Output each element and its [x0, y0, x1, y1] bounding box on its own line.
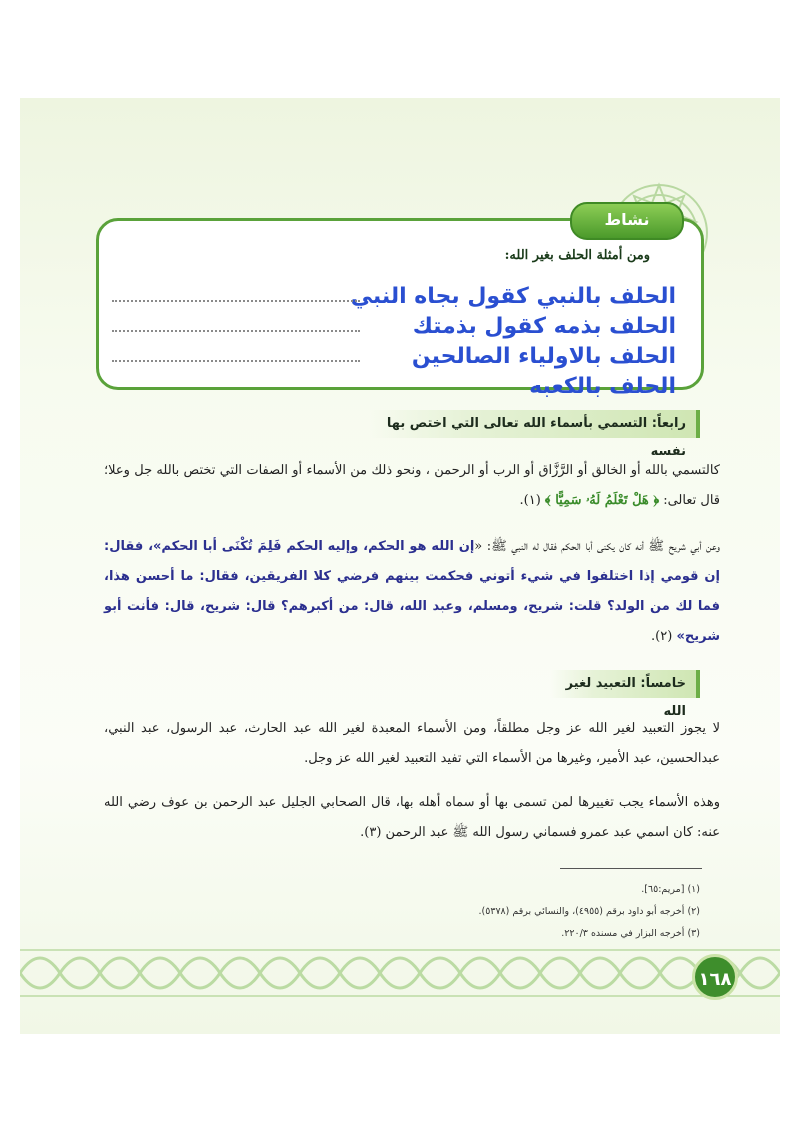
- answer-line-1[interactable]: الحلف بالنبي كقول بجاه النبي: [350, 284, 676, 309]
- section4-paragraph-1: [104, 456, 720, 516]
- section-heading-4: رابعاً: التسمي بأسماء الله تعالى التي اختص بها نفسه: [370, 410, 700, 438]
- section5-paragraph-1: لا يجوز التعبيد لغير الله عز وجل مطلقاً، ومن الأسماء المعبدة لغير الله عبد الحارث، عبد الرسول، عبد النبي، عبدالحسين، عبد الأمير، وغيرها من الأسماء التي تفيد التعبيد لغير الله عز وجل.: [104, 721, 720, 766]
- answer-line-4[interactable]: الحلف بالكعبه: [529, 374, 676, 399]
- activity-badge: نشاط: [570, 202, 684, 240]
- page-number: ١٦٨: [692, 954, 738, 1000]
- footnote-2: (٢) أخرجه أبو داود برقم (٤٩٥٥)، والنسائي برقم (٥٣٧٨).: [478, 906, 700, 917]
- dotted-line: [112, 330, 360, 332]
- footnote-ref: (٢).: [651, 629, 673, 644]
- answer-line-3[interactable]: الحلف بالاولياء الصالحين: [411, 344, 676, 369]
- section4-paragraph-2: [104, 532, 720, 652]
- dotted-line: [112, 360, 360, 362]
- activity-intro: ومن أمثلة الحلف بغير الله:: [504, 248, 650, 263]
- hadith-text: إن الله هو الحكم، وإليه الحكم فَلِمَ تُكْنَى أبا الحكم»، فقال: إن قومي إذا اختلفوا في شيء أتوني فحكمت بينهم فرضي كلا الفريقين، فقال: ما أحسن هذا، فما لك من الولد؟ قلت: شريح، ومسلم، وعبد الله، قال: من أكبرهم؟ قال: شريح، قال: فأنت أبو شريح»: [104, 539, 720, 644]
- answer-line-2[interactable]: الحلف بذمه كقول بذمتك: [412, 314, 676, 339]
- decorative-border-icon: [20, 938, 780, 1008]
- section5-paragraph-2: وهذه الأسماء يجب تغييرها لمن تسمى بها أو سماه أهله بها، قال الصحابي الجليل عبد الرحمن بن عوف رضي الله عنه: كان اسمي عبد عمرو فسماني رسول الله ﷺ عبد الرحمن (٣).: [104, 795, 720, 840]
- footnote-ref: (١).: [519, 493, 541, 508]
- dotted-line: [112, 300, 360, 302]
- footnote-3: (٣) أخرجه البزار في مسنده ٢٢٠/٣.: [561, 928, 700, 939]
- footnote-divider: [560, 868, 702, 869]
- section-heading-5: خامساً: التعبيد لغير الله: [550, 670, 700, 698]
- paragraph-text: كالتسمي بالله أو الخالق أو الرَّزَّاق أو الرب أو الرحمن ، ونحو ذلك من الأسماء أو الصفات التي تختص بالله جل وعلا؛ قال تعالى:: [104, 463, 720, 508]
- textbook-page: [20, 98, 780, 1034]
- footnote-1: (١) [مريم:٦٥].: [641, 884, 700, 895]
- quran-ayah: ﴿ هَلْ تَعْلَمُ لَهُۥ سَمِيًّا ﴾: [544, 493, 660, 508]
- paragraph-text: وعن أبي شريح ﷺ أنه كان يكنى أبا الحكم فقال له النبي ﷺ: «: [474, 539, 720, 554]
